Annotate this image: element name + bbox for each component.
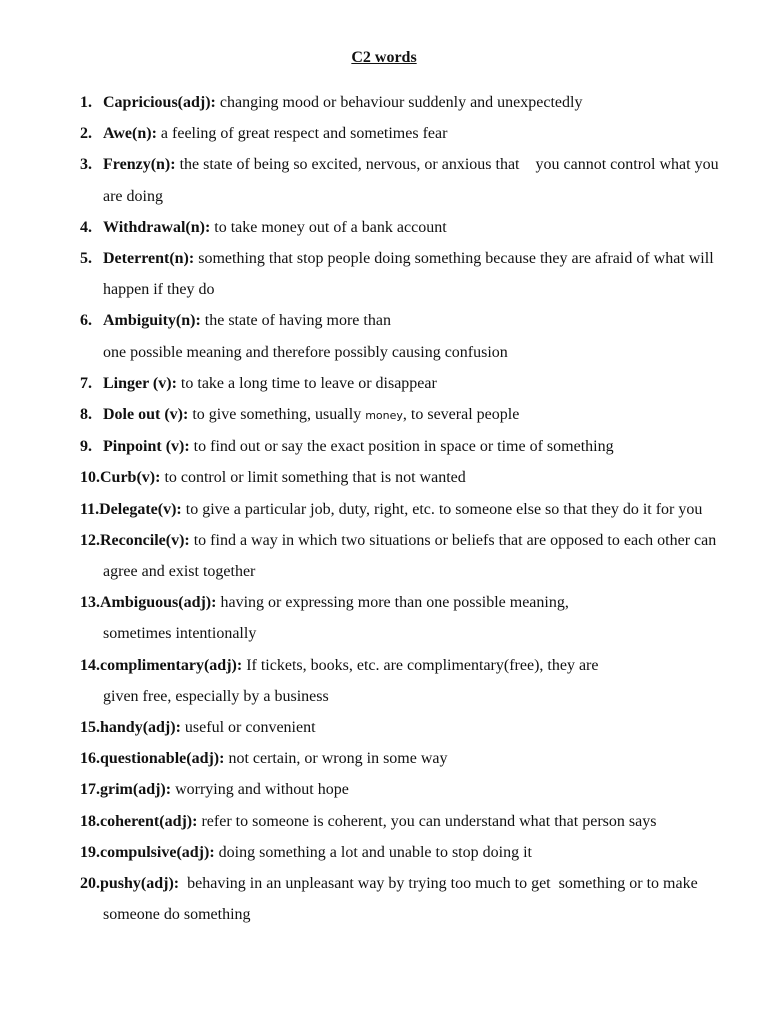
item-number: 17. xyxy=(80,781,100,799)
list-item xyxy=(0,525,768,587)
item-definition: to give a particular job, duty, right, etc. to someone else so that they do it for you xyxy=(181,500,703,518)
list-item xyxy=(0,837,768,868)
list-item xyxy=(0,462,768,493)
item-definition: to take money out of a bank account xyxy=(210,218,447,236)
item-term: Ambiguous(adj): xyxy=(100,594,217,612)
item-definition: not certain, or wrong in some way xyxy=(224,750,448,768)
item-term: handy(adj): xyxy=(100,719,181,737)
item-term: compulsive(adj): xyxy=(100,843,215,861)
vocabulary-list xyxy=(0,87,768,930)
item-number: 12. xyxy=(80,531,100,549)
item-number: 16. xyxy=(80,750,100,768)
item-definition: If tickets, books, etc. are complimentary(free), they are xyxy=(242,656,599,674)
item-definition: worrying and without hope xyxy=(171,781,349,799)
item-term: Awe(n): xyxy=(103,125,157,143)
item-number: 13. xyxy=(80,594,100,612)
item-number: 1. xyxy=(80,94,92,111)
item-number: 3. xyxy=(80,156,92,174)
item-definition-continued: given free, especially by a business xyxy=(103,687,329,705)
list-item xyxy=(0,494,768,525)
item-definition: to find a way in which two situations or beliefs that are opposed to each other can agree and exist together xyxy=(103,531,717,581)
list-item xyxy=(0,587,768,649)
item-number: 10. xyxy=(80,469,100,487)
list-item xyxy=(0,305,768,367)
list-item xyxy=(0,868,768,930)
list-item xyxy=(0,243,768,305)
item-term: coherent(adj): xyxy=(100,812,198,830)
list-item xyxy=(0,87,768,118)
item-number: 11. xyxy=(80,500,100,518)
list-item xyxy=(0,212,768,243)
item-term: Reconcile(v): xyxy=(100,531,190,549)
item-definition: something that stop people doing something because they are afraid of what will happen if they do xyxy=(103,250,714,299)
item-definition: to control or limit something that is not wanted xyxy=(160,469,466,487)
item-term: Ambiguity(n): xyxy=(103,312,201,330)
item-number: 9. xyxy=(80,438,92,456)
item-number: 2. xyxy=(80,125,92,143)
item-definition-continued: sometimes intentionally xyxy=(103,625,257,643)
list-item xyxy=(0,149,768,211)
item-number: 20. xyxy=(80,875,100,893)
item-definition: useful or convenient xyxy=(180,719,316,737)
item-number: 6. xyxy=(80,312,92,330)
item-term: Pinpoint (v): xyxy=(103,438,190,456)
item-definition: to find out or say the exact position in space or time of something xyxy=(189,438,614,456)
item-definition-after: , to several people xyxy=(402,406,520,424)
item-number: 8. xyxy=(80,406,92,424)
item-term: Frenzy(n): xyxy=(103,156,176,174)
item-term: Delegate(v): xyxy=(99,500,182,518)
item-term: Linger (v): xyxy=(103,374,177,392)
item-number: 19. xyxy=(80,843,100,861)
list-item xyxy=(0,712,768,743)
item-definition-continued: one possible meaning and therefore possibly causing confusion xyxy=(103,343,508,361)
item-definition: behaving in an unpleasant way by trying too much to get something or to make someone do something xyxy=(103,875,702,924)
item-term: Withdrawal(n): xyxy=(103,218,211,236)
item-number: 18. xyxy=(80,812,100,830)
item-number: 14. xyxy=(80,656,100,674)
item-term: complimentary(adj): xyxy=(100,656,243,674)
item-term: Capricious(adj): xyxy=(103,94,216,111)
item-term: grim(adj): xyxy=(100,781,172,799)
item-term: pushy(adj): xyxy=(100,875,180,893)
item-definition: changing mood or behaviour suddenly and unexpectedly xyxy=(215,94,583,111)
list-item xyxy=(0,650,768,712)
item-number: 15. xyxy=(80,719,100,737)
item-term: Deterrent(n): xyxy=(103,250,195,268)
item-definition: the state of being so excited, nervous, or anxious that you cannot control what you are doing xyxy=(103,156,723,205)
list-item xyxy=(0,399,768,431)
item-definition: having or expressing more than one possible meaning, xyxy=(216,594,569,612)
item-definition: refer to someone is coherent, you can understand what that person says xyxy=(197,812,657,830)
list-item xyxy=(0,431,768,462)
list-item xyxy=(0,774,768,805)
item-term: questionable(adj): xyxy=(100,750,225,768)
list-item xyxy=(0,743,768,774)
item-definition-small: money xyxy=(365,409,403,423)
item-definition: to take a long time to leave or disappear xyxy=(176,374,437,392)
item-definition: a feeling of great respect and sometimes fear xyxy=(156,125,448,143)
item-number: 7. xyxy=(80,374,92,392)
item-term: Dole out (v): xyxy=(103,406,189,424)
item-number: 4. xyxy=(80,218,92,236)
list-item xyxy=(0,806,768,837)
item-definition: the state of having more than xyxy=(200,312,391,330)
item-definition: doing something a lot and unable to stop doing it xyxy=(214,843,532,861)
item-number: 5. xyxy=(80,250,92,268)
list-item xyxy=(0,118,768,149)
page-title: C2 words xyxy=(351,49,417,66)
item-definition: to give something, usually xyxy=(188,406,366,424)
item-term: Curb(v): xyxy=(100,469,161,487)
list-item xyxy=(0,368,768,399)
